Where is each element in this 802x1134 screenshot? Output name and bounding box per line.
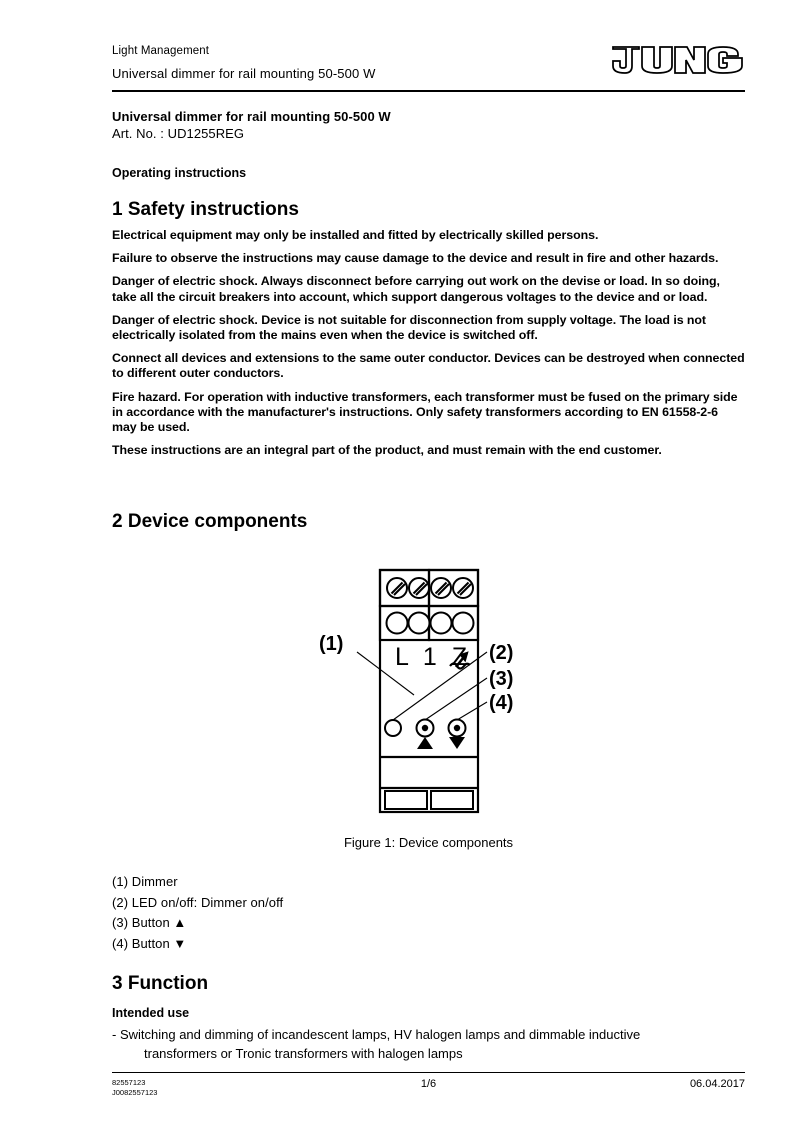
title-block [112,108,745,142]
callout-4: (4) [489,692,514,714]
intended-use-label: Intended use [112,1006,190,1020]
safety-paragraph: Danger of electric shock. Always disconnect before carrying out work on the devise or load. In so doing, take all the circuit breakers into account, which support dangerous voltages to the device and or load. [112,274,720,304]
function-item-text: - Switching and dimming of incandescent lamps, HV halogen lamps and dimmable inductive [112,1027,641,1042]
figure-caption: Figure 1: Device components [343,835,514,850]
safety-paragraph: Fire hazard. For operation with inductive transformers, each transformer must be fused on the primary side in accordance with the manufacturer's instructions. Only safety transformers according to EN 61558-2-6 may be used. [112,389,738,435]
legend-item-1: (1) Dimmer [112,874,178,889]
callout-1: (1) [319,633,344,655]
footer-doc-number-alt: J0082557123 [112,1087,158,1097]
footer-page-number: 1/6 [420,1078,437,1090]
callout-3: (3) [489,668,514,690]
article-number: Art. No. : UD1255REG [112,126,245,141]
callout-2: (2) [489,642,514,664]
legend-item-2: (2) LED on/off: Dimmer on/off [112,894,284,910]
safety-paragraph: These instructions are an integral part of the product, and must remain with the end customer. [112,443,662,458]
device-diagram [317,550,542,830]
safety-paragraph: Electrical equipment may only be installed and fitted by electrically skilled persons. [112,228,599,242]
header-subtitle: Light Management [112,45,210,57]
page-header [112,44,745,92]
footer-date: 06.04.2017 [689,1078,745,1090]
safety-paragraph: Connect all devices and extensions to the same outer conductor. Devices can be destroyed when connected to different outer conductors. [112,351,745,381]
device-components-legend [112,872,745,954]
safety-paragraph: Failure to observe the instructions may cause damage to the device and result in fire and other hazards. [112,251,719,266]
heading-device-components: 2 Device components [112,511,308,532]
figure-device-components [112,550,745,860]
document-title: Universal dimmer for rail mounting 50-500 W [112,109,391,124]
device-face-label: L 1 Z [395,643,472,671]
legend-item-3: (3) Button ▲ [112,915,187,930]
footer-doc-number: 82557123 [112,1078,146,1087]
footer-divider [112,1072,745,1073]
header-divider [112,90,745,92]
function-item-text-continued: transformers or Tronic transformers with halogen lamps [144,1046,463,1061]
heading-safety-instructions: 1 Safety instructions [112,199,299,220]
page-content [112,0,745,1134]
operating-instructions-label: Operating instructions [112,166,247,180]
header-title: Universal dimmer for rail mounting 50-500 W [112,66,376,81]
page-footer [112,1078,745,1106]
safety-paragraph: Danger of electric shock. Device is not suitable for disconnection from supply voltage. The load is not electrically isolated from the mains even when the device is switched off. [112,312,706,343]
function-list-item [112,1025,745,1063]
jung-logo [610,44,745,78]
heading-function: 3 Function [112,973,209,994]
safety-instructions-body [112,228,745,466]
legend-item-4: (4) Button ▼ [112,935,187,951]
